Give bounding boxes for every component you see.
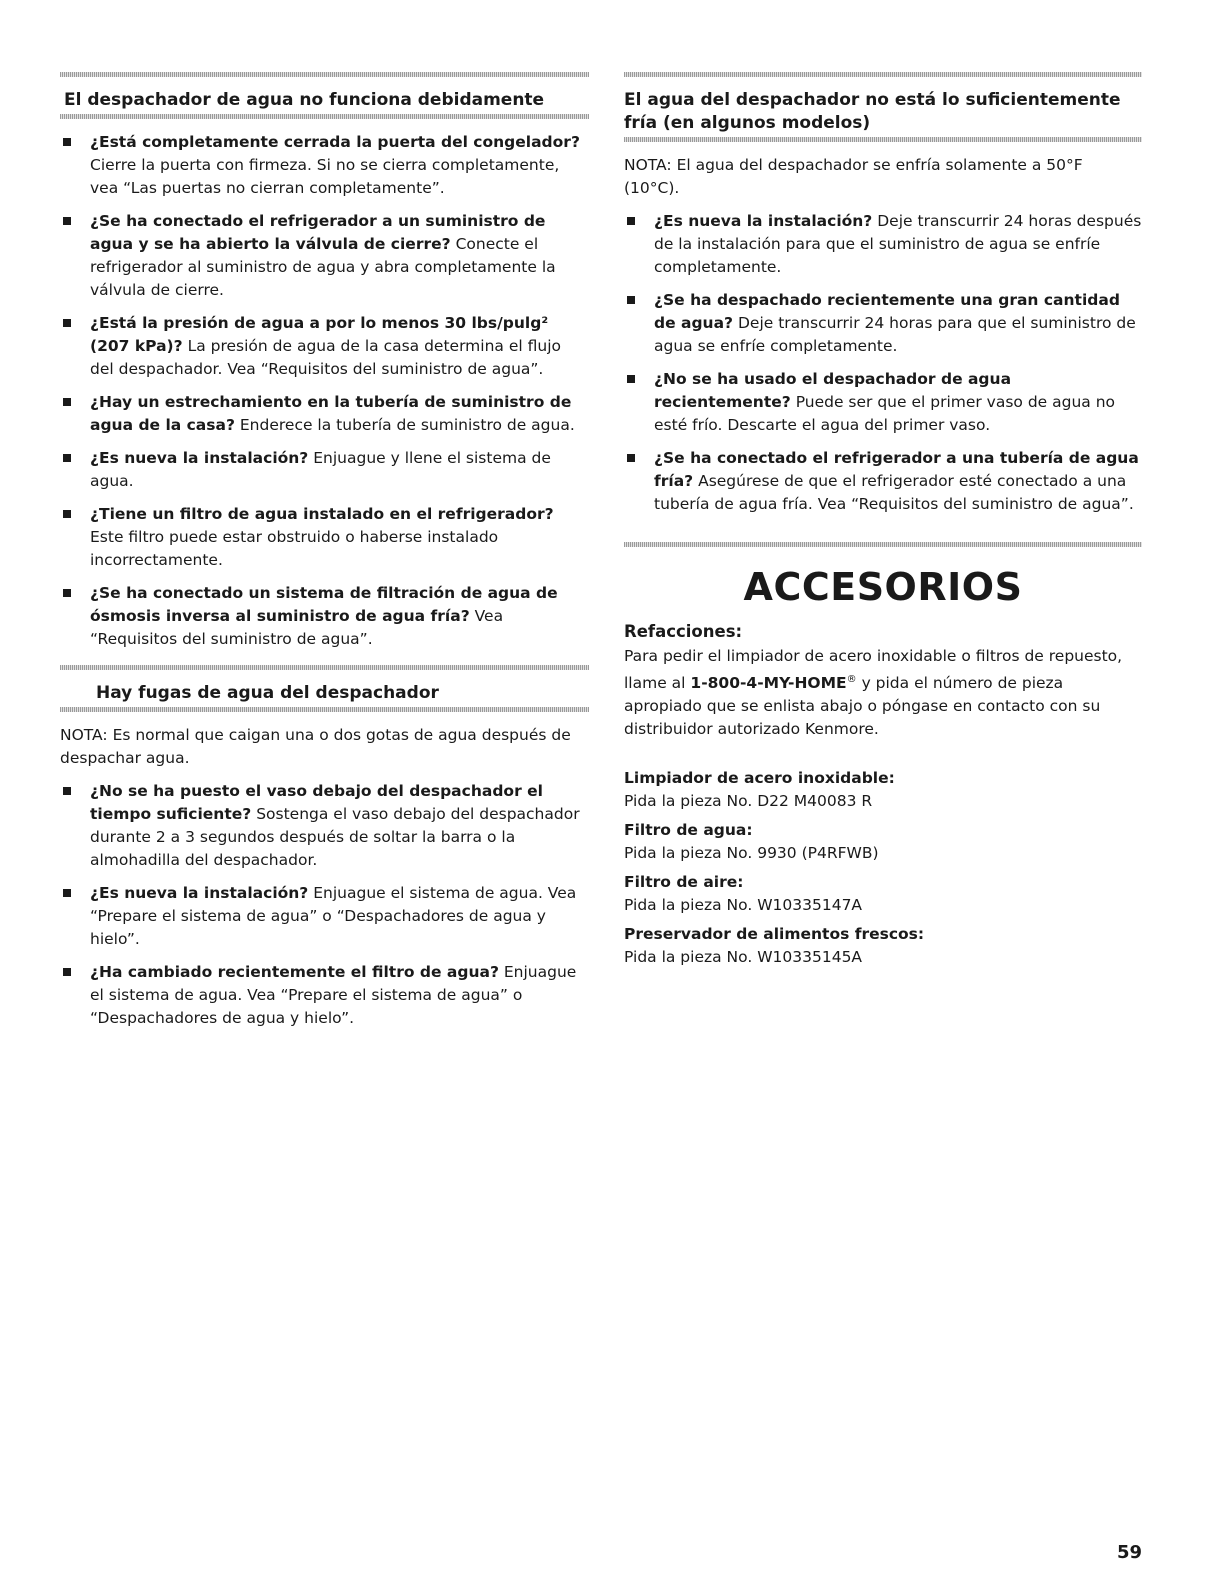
section-divider	[60, 665, 589, 670]
question: ¿Se ha despachado recientemente una gran cantidad de agua?	[654, 291, 1120, 332]
list-item	[60, 503, 589, 572]
square-bullet-icon	[63, 510, 71, 518]
section-divider	[624, 72, 1142, 77]
note-text: Es normal que caigan una o dos gotas de agua después de despachar agua.	[60, 726, 571, 767]
square-bullet-icon	[63, 319, 71, 327]
square-bullet-icon	[63, 217, 71, 225]
section-divider	[60, 72, 589, 77]
answer: Enjuague el sistema de agua. Vea “Prepare el sistema de agua” o “Despachadores de agua y hielo”.	[90, 884, 577, 948]
note-label: NOTA:	[624, 156, 672, 174]
right-column	[624, 72, 1142, 975]
square-bullet-icon	[63, 454, 71, 462]
question: ¿Tiene un filtro de agua instalado en el refrigerador?	[90, 505, 554, 523]
question: ¿Hay un estrechamiento en la tubería de suministro de agua de la casa?	[90, 393, 572, 434]
square-bullet-icon	[63, 138, 71, 146]
question: ¿No se ha puesto el vaso debajo del despachador el tiempo suficiente?	[90, 782, 543, 823]
note	[60, 724, 589, 770]
square-bullet-icon	[63, 787, 71, 795]
dispenser-leaks-checklist	[60, 780, 589, 1030]
note-label: NOTA:	[60, 726, 108, 744]
list-item	[624, 210, 1142, 279]
question: ¿Es nueva la instalación?	[654, 212, 873, 230]
part-name: Limpiador de acero inoxidable:	[624, 769, 895, 788]
list-item	[60, 312, 589, 381]
section-title-water-dispenser: El despachador de agua no funciona debidamente	[64, 90, 545, 110]
water-not-cold-checklist	[624, 210, 1142, 516]
list-item	[60, 780, 589, 872]
part-number: Pida la pieza No. D22 M40083 R	[624, 792, 873, 811]
square-bullet-icon	[63, 398, 71, 406]
ordering-instructions	[624, 645, 1142, 741]
question: ¿Se ha conectado el refrigerador a un suministro de agua y se ha abierto la válvula de cierre?	[90, 212, 546, 253]
answer: Cierre la puerta con firmeza. Si no se cierra completamente, vea “Las puertas no cierran completamente”.	[90, 156, 560, 197]
square-bullet-icon	[63, 889, 71, 897]
list-item	[60, 131, 589, 200]
square-bullet-icon	[627, 454, 635, 462]
spacer	[624, 751, 1142, 767]
section-title-underline	[60, 707, 589, 712]
list-item	[60, 447, 589, 493]
accessories-title: ACCESORIOS	[743, 565, 1023, 609]
registered-mark: ®	[846, 674, 857, 685]
answer: Enderece la tubería de suministro de agua.	[239, 416, 575, 434]
page-number: 59	[1117, 1542, 1143, 1563]
answer: La presión de agua de la casa determina el flujo del despachador. Vea “Requisitos del suministro de agua”.	[90, 337, 561, 378]
answer: Este filtro puede estar obstruido o haberse instalado incorrectamente.	[90, 528, 499, 569]
part-name: Preservador de alimentos frescos:	[624, 925, 925, 944]
intro-text: Para pedir el limpiador de acero inoxidable o filtros de repuesto, llame al	[624, 647, 1123, 693]
list-item	[60, 391, 589, 437]
answer: Deje transcurrir 24 horas después de la instalación para que el suministro de agua se enfríe completamente.	[654, 212, 1142, 276]
section-title-underline	[60, 114, 589, 119]
phone-number: 1-800-4-MY-HOME	[690, 674, 847, 693]
question: ¿No se ha usado el despachador de agua recientemente?	[654, 370, 1012, 411]
list-item	[624, 289, 1142, 358]
part-number: Pida la pieza No. W10335145A	[624, 948, 863, 967]
left-column	[60, 72, 589, 1040]
question: ¿Está la presión de agua a por lo menos 30 lbs/pulg² (207 kPa)?	[90, 314, 549, 355]
answer: Vea “Requisitos del suministro de agua”.	[90, 607, 504, 648]
answer: Enjuague y llene el sistema de agua.	[90, 449, 551, 490]
part-number: Pida la pieza No. W10335147A	[624, 896, 863, 915]
answer: Asegúrese de que el refrigerador esté conectado a una tubería de agua fría. Vea “Requisitos del suministro de agua”.	[654, 472, 1134, 513]
square-bullet-icon	[627, 375, 635, 383]
answer: Puede ser que el primer vaso de agua no esté frío. Descarte el agua del primer vaso.	[654, 393, 1116, 434]
part-name: Filtro de aire:	[624, 873, 744, 892]
square-bullet-icon	[63, 968, 71, 976]
square-bullet-icon	[627, 296, 635, 304]
water-dispenser-checklist	[60, 131, 589, 651]
question: ¿Ha cambiado recientemente el filtro de agua?	[90, 963, 499, 981]
square-bullet-icon	[63, 589, 71, 597]
question: ¿Es nueva la instalación?	[90, 884, 309, 902]
section-title-dispenser-leaks: Hay fugas de agua del despachador	[96, 683, 439, 703]
question: ¿Se ha conectado un sistema de filtración de agua de ósmosis inversa al suministro de agua fría?	[90, 584, 558, 625]
answer: Conecte el refrigerador al suministro de agua y abra completamente la válvula de cierre.	[90, 235, 556, 299]
question: ¿Se ha conectado el refrigerador a una tubería de agua fría?	[654, 449, 1139, 490]
section-divider	[624, 542, 1142, 547]
list-item	[624, 368, 1142, 437]
answer: Sostenga el vaso debajo del despachador durante 2 a 3 segundos después de soltar la barra o la almohadilla del despachador.	[90, 805, 580, 869]
question: ¿Está completamente cerrada la puerta del congelador?	[90, 133, 580, 151]
part-number: Pida la pieza No. 9930 (P4RFWB)	[624, 844, 879, 863]
square-bullet-icon	[627, 217, 635, 225]
note	[624, 154, 1142, 200]
answer: Deje transcurrir 24 horas para que el suministro de agua se enfríe completamente.	[654, 314, 1136, 355]
part-name: Filtro de agua:	[624, 821, 753, 840]
list-item	[60, 882, 589, 951]
section-title-water-not-cold: El agua del despachador no está lo suficientemente fría (en algunos modelos)	[624, 90, 1121, 133]
list-item	[624, 447, 1142, 516]
intro-text-continued: y pida el número de pieza apropiado que se enlista abajo o póngase en contacto con su distribuidor autorizado Kenmore.	[624, 674, 1101, 739]
list-item	[60, 210, 589, 302]
question: ¿Es nueva la instalación?	[90, 449, 309, 467]
parts-list	[624, 767, 1142, 969]
list-item	[60, 582, 589, 651]
replacement-parts-heading: Refacciones:	[624, 622, 743, 641]
answer: Enjuague el sistema de agua. Vea “Prepare el sistema de agua” o “Despachadores de agua y hielo”.	[90, 963, 577, 1027]
section-title-underline	[624, 137, 1142, 142]
note-text: El agua del despachador se enfría solamente a 50°F (10°C).	[624, 156, 1083, 197]
list-item	[60, 961, 589, 1030]
